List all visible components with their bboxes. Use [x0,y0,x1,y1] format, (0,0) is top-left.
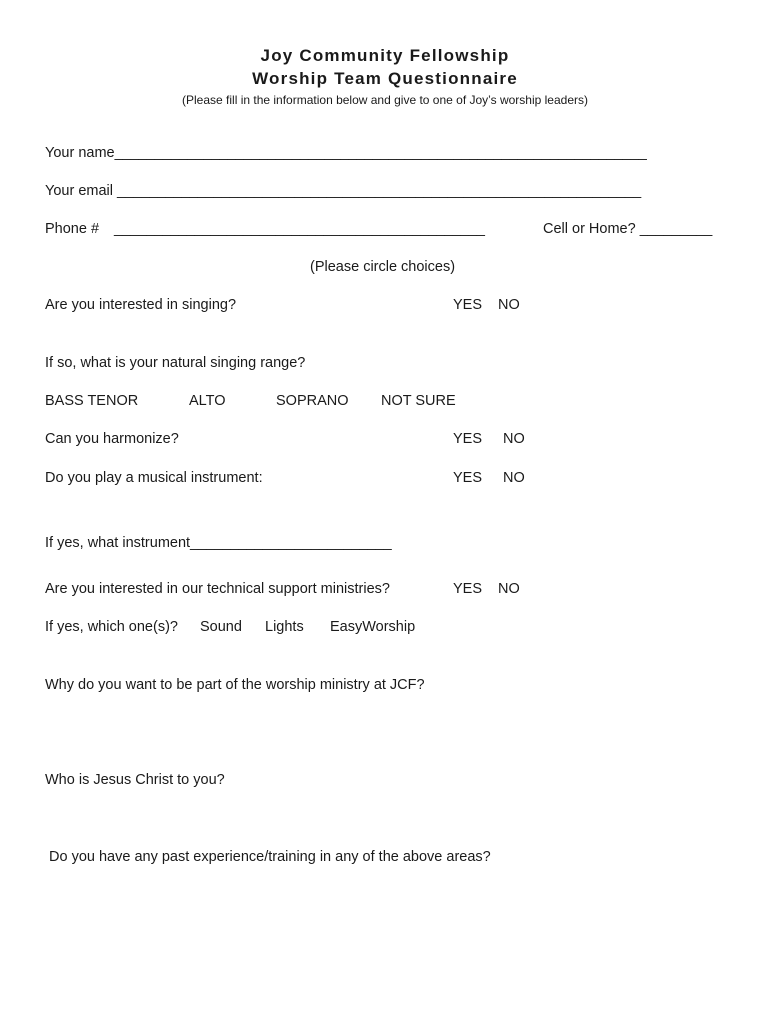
range-option-alto[interactable]: ALTO [189,393,226,409]
range-option-bass-tenor[interactable]: BASS TENOR [45,393,139,409]
harmonize-yes-option[interactable]: YES [453,431,483,447]
form-instructions: (Please fill in the information below and give to one of Joy’s worship leaders) [182,93,588,107]
singing-question: Are you interested in singing? [45,297,237,313]
instrument-yes-option[interactable]: YES [453,470,483,486]
technical-option-easyworship[interactable]: EasyWorship [330,619,416,635]
harmonize-question: Can you harmonize? [45,431,179,447]
range-option-soprano[interactable]: SOPRANO [276,393,349,409]
technical-question: Are you interested in our technical support ministries? [45,581,390,597]
which-instrument-field[interactable]: If yes, what instrument_________________________ [45,535,392,551]
why-question: Why do you want to be part of the worship ministry at JCF? [45,677,425,693]
technical-which-question: If yes, which one(s)? [45,619,178,635]
phone-field[interactable]: ______________________________________________ [114,221,485,237]
instrument-question: Do you play a musical instrument: [45,470,263,486]
jesus-question: Who is Jesus Christ to you? [45,772,225,788]
phone-label: Phone # [45,221,100,237]
form-subtitle: Worship Team Questionnaire [252,69,518,88]
technical-option-sound[interactable]: Sound [200,619,242,635]
name-field[interactable]: Your name__________________________________________________________________ [45,145,647,161]
technical-yes-option[interactable]: YES [453,581,483,597]
instrument-no-option[interactable]: NO [503,470,525,486]
cell-or-home-field[interactable]: Cell or Home? _________ [543,221,713,237]
technical-option-lights[interactable]: Lights [265,619,304,635]
singing-no-option[interactable]: NO [498,297,520,313]
range-question: If so, what is your natural singing range? [45,355,306,371]
harmonize-no-option[interactable]: NO [503,431,525,447]
technical-no-option[interactable]: NO [498,581,520,597]
circle-choices-note: (Please circle choices) [310,259,456,275]
email-field[interactable]: Your email _________________________________________________________________ [45,183,642,199]
form-title: Joy Community Fellowship [260,46,510,65]
range-option-not-sure[interactable]: NOT SURE [381,393,456,409]
singing-yes-option[interactable]: YES [453,297,483,313]
experience-question: Do you have any past experience/training in any of the above areas? [49,849,491,865]
